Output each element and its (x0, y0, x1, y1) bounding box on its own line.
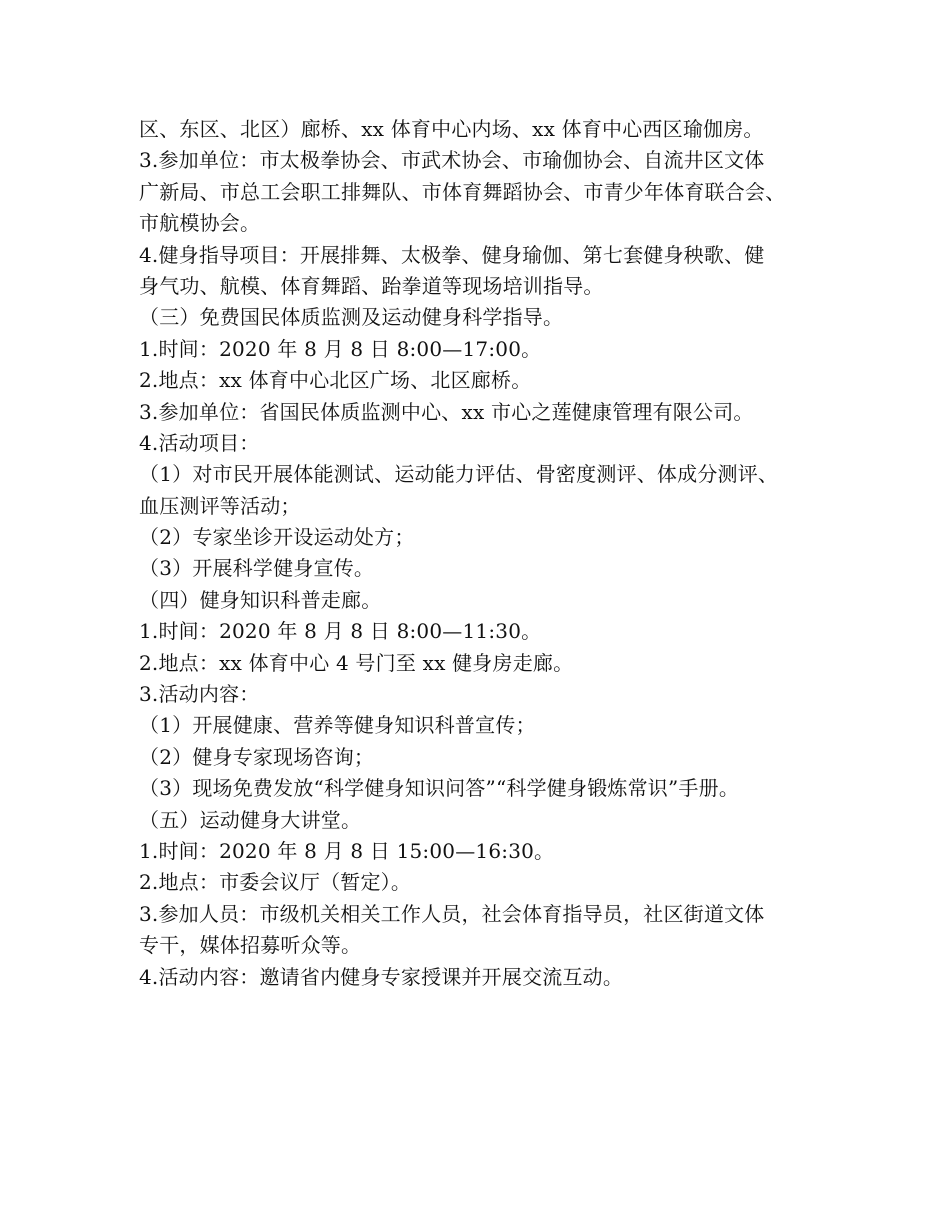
document-body (139, 114, 829, 993)
text-line: 1.时间：2020 年 8 月 8 日 8:00—11:30。 (139, 619, 542, 644)
text-line: 2.地点：市委会议厅（暂定）。 (139, 870, 412, 895)
section-heading: （四）健身知识科普走廊。 (139, 587, 382, 612)
text-line: 3.活动内容： (139, 682, 260, 707)
section-heading: （五）运动健身大讲堂。 (139, 807, 362, 832)
text-line: （3）现场免费发放“科学健身知识问答”“科学健身锻炼常识”手册。 (139, 776, 740, 801)
text-line: 专干，媒体招募听众等。 (139, 933, 362, 958)
text-line: 1.时间：2020 年 8 月 8 日 15:00—16:30。 (139, 838, 555, 863)
text-line: 4.活动内容：邀请省内健身专家授课并开展交流互动。 (139, 964, 624, 989)
text-line: 血压测评等活动； (139, 493, 301, 518)
text-line: （2）健身专家现场咨询； (139, 744, 375, 769)
text-line: 3.参加单位：省国民体质监测中心、xx 市心之莲健康管理有限公司。 (139, 399, 754, 424)
text-line: （2）专家坐诊开设运动处方； (139, 525, 415, 550)
text-line: 4.活动项目： (139, 430, 260, 455)
text-line: （1）开展健康、营养等健身知识科普宣传； (139, 713, 536, 738)
text-line: 广新局、市总工会职工排舞队、市体育舞蹈协会、市青少年体育联合会、 (139, 179, 786, 204)
text-line: 2.地点：xx 体育中心北区广场、北区廊桥。 (139, 368, 532, 393)
text-line: 1.时间：2020 年 8 月 8 日 8:00—17:00。 (139, 336, 542, 361)
text-line: 2.地点：xx 体育中心 4 号门至 xx 健身房走廊。 (139, 650, 574, 675)
text-line: 4.健身指导项目：开展排舞、太极拳、健身瑜伽、第七套健身秧歌、健 (139, 242, 765, 267)
text-line: 区、东区、北区）廊桥、xx 体育中心内场、xx 体育中心西区瑜伽房。 (139, 117, 764, 141)
text-line: （3）开展科学健身宣传。 (139, 556, 375, 581)
section-heading: （三）免费国民体质监测及运动健身科学指导。 (139, 305, 564, 330)
text-line: 3.参加单位：市太极拳协会、市武术协会、市瑜伽协会、自流井区文体 (139, 148, 765, 173)
text-line: （1）对市民开展体能测试、运动能力评估、骨密度测评、体成分测评、 (139, 462, 779, 487)
text-line: 身气功、航模、体育舞蹈、跆拳道等现场培训指导。 (139, 273, 604, 298)
text-line: 3.参加人员：市级机关相关工作人员，社会体育指导员，社区街道文体 (139, 901, 765, 926)
text-line: 市航模协会。 (139, 211, 261, 236)
